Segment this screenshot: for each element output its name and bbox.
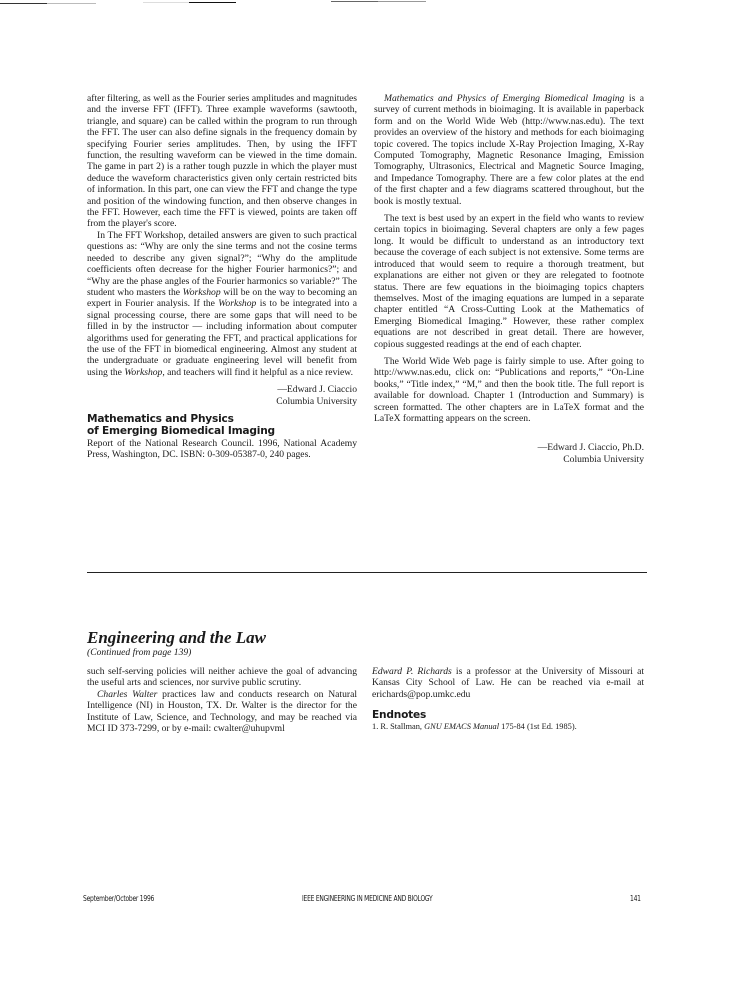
review1-paragraph-2 bbox=[87, 230, 357, 378]
review2-paragraph-2: The text is best used by an expert in the field who wants to review certain topics in bioimaging. Several chapters are only a few pages long. It would be difficult to understand as an introductory text because the coverage of each subject is not extensive. Some terms are introduced that would seem to require a thorough treatment, but explanations are either not given or they are relegated to footnote status. There are few equations in the bioimaging topics chapters themselves. Most of the imaging equations are lumped in a separate chapter entitled “A Cross-Cutting Look at the Mathematics of Emerging Biomedical Imaging.” However, these rather complex equations are not described in great detail. There are however, copious suggested readings at the end of each chapter. bbox=[374, 213, 644, 350]
book-title: Workshop bbox=[218, 298, 257, 310]
text-run: practices law and conducts research on Natural Intelligence (NI) in Houston, TX. Dr. Walter is the director for the Institute of Law, Science, and Technology, and may be reached via MCI ID 373-7299, or by e-mail: cwalter@uhupvml bbox=[87, 688, 357, 735]
review2-signature-affiliation: Columbia University bbox=[563, 453, 644, 465]
scan-mark bbox=[378, 1, 426, 2]
book-title: Workshop bbox=[182, 286, 221, 298]
text-run: 1. R. Stallman, bbox=[372, 721, 425, 731]
continued-note: (Continued from page 139) bbox=[87, 647, 192, 658]
footer-date: September/October 1996 bbox=[83, 894, 155, 903]
scan-mark bbox=[143, 2, 189, 3]
text-run: , and teachers will find it helpful as a nice review. bbox=[162, 366, 353, 378]
review1-signature-name: —Edward J. Ciaccio bbox=[277, 384, 357, 396]
footer-page-number: 141 bbox=[630, 894, 641, 903]
text-run: is to be integrated into a signal processing course, there are some gaps that will need to be filled in by the instructor — including information about computer algorithms used for generating the FFT, and practical applications for the use of the FFT in biomedical engineering. Almost any student at the undergraduate or graduate engineering level will benefit from using the bbox=[87, 298, 357, 378]
text-run: will be on the way to becoming an expert in Fourier analysis. If the bbox=[87, 286, 357, 310]
endnote-1 bbox=[372, 722, 644, 733]
author-name: Edward P. Richards bbox=[372, 666, 452, 677]
scan-mark bbox=[0, 3, 47, 4]
review1-paragraph-1: after filtering, as well as the Fourier series amplitudes and magnitudes and the inverse FFT (IFFT). Three example waveforms (sawtooth, triangle, and square) can be called within the program to run through the FFT. The user can also define signals in the frequency domain by specifying Fourier series amplitudes. Then, by using the IFFT function, the resulting waveform can be viewed in the time domain. The game in part 2) is a rather tough puzzle in which the player must deduce the waveform characteristics given only certain restricted bits of information. In this part, one can view the FFT and change the type and position of the windowing function, and then observe changes in the FFT. However, each time the FFT is viewed, points are taken off from the player's score. bbox=[87, 93, 357, 230]
footer-journal: IEEE ENGINEERING IN MEDICINE AND BIOLOGY bbox=[302, 894, 433, 903]
text-run: In The FFT Workshop, detailed answers are given to such practical questions as: “Why are only the sine terms and not the cosine terms needed to describe any given signal?”; “Why do the amplitude coefficients often decrease for the higher Fourier harmonics?”; and “Why are the phase angles of the Fourier harmonics so variable?” The student who masters the bbox=[87, 229, 357, 298]
law-right-column bbox=[372, 666, 644, 732]
review2-signature-name: —Edward J. Ciaccio, Ph.D. bbox=[537, 442, 644, 454]
text-run: 175-84 (1st Ed. 1985). bbox=[499, 721, 577, 731]
book-title: Mathematics and Physics of Emerging Biomedical Imaging bbox=[384, 93, 625, 104]
review2-heading-line2: of Emerging Biomedical Imaging bbox=[87, 425, 275, 438]
endnotes-heading: Endnotes bbox=[372, 709, 427, 722]
law-left-column bbox=[87, 666, 357, 734]
law-paragraph-1: such self-serving policies will neither achieve the goal of advancing the useful arts and sciences, nor survive public scrutiny. bbox=[87, 666, 357, 689]
left-column-top bbox=[87, 93, 357, 461]
law-bio-richards bbox=[372, 666, 644, 700]
text-run: is a survey of current methods in bioimaging. It is available in paperback form and on the World Wide Web (http://www.nas.edu). The text provides an overview of the history and methods for each bioimaging topic covered. The topics include X-Ray Projection Imaging, X-Ray Computed Tomography, Magnetic Resonance Imaging, Emission Tomography, Ultrasonics, Electrical and Magnetic Source Imaging, and Impedance Tomography. There are a few color plates at the end of the first chapter and a few diagrams scattered throughout, but the book is mostly textual. bbox=[374, 93, 644, 207]
book-title: GNU EMACS Manual bbox=[424, 721, 500, 731]
review2-citation: Report of the National Research Council. 1996, National Academy Press, Washington, DC. ISBN: 0-309-05387-0, 240 pages. bbox=[87, 437, 357, 461]
section-title: Engineering and the Law bbox=[87, 628, 267, 647]
text-run: is a professor at the University of Missouri at Kansas City School of Law. He can be reached via e-mail at erichards@pop.umkc.edu bbox=[372, 666, 644, 700]
scan-mark bbox=[47, 3, 96, 4]
scan-mark bbox=[189, 2, 236, 3]
review1-signature-affiliation: Columbia University bbox=[276, 395, 357, 407]
section-divider bbox=[87, 572, 647, 573]
right-column-top bbox=[374, 93, 644, 465]
review2-paragraph-1 bbox=[374, 93, 644, 207]
law-bio-walter bbox=[87, 689, 357, 735]
author-name: Charles Walter bbox=[97, 688, 158, 700]
review2-heading-line1: Mathematics and Physics bbox=[87, 412, 234, 425]
scan-mark bbox=[331, 1, 378, 2]
review2-paragraph-3: The World Wide Web page is fairly simple to use. After going to http://www.nas.edu, click on: “Publications and reports,” “On-Line books,” “Title index,” “M,” and then the book title. The full report is available for download. Chapter 1 (Introduction and Summary) is screen formatted. The other chapters are in LaTeX format and the LaTeX formatting appears on the screen. bbox=[374, 355, 644, 424]
book-title: Workshop bbox=[124, 366, 163, 378]
